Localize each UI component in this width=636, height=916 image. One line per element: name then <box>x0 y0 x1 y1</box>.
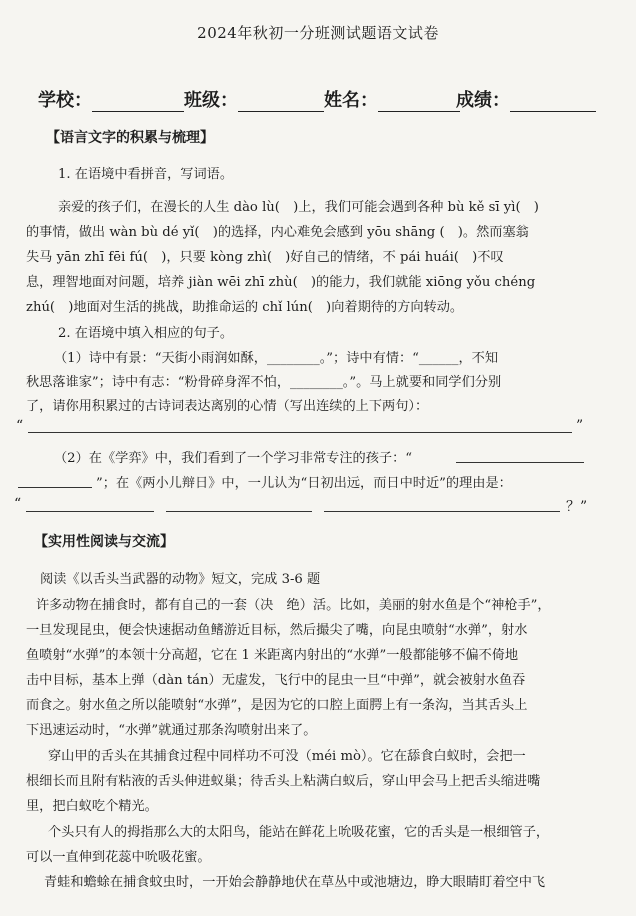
passage-line: 许多动物在捕食时，都有自己的一套（决 绝）活。比如，美丽的射水鱼是个“神枪手”， <box>36 598 551 613</box>
question-2: 2. 在语境中填入相应的句子。 <box>58 326 234 341</box>
section-heading-language: 【语言文字的积累与梳理】 <box>46 130 214 146</box>
liangxiaoer-answer-line[interactable] <box>324 511 560 512</box>
passage-line: 下迅速运动时，“水弹”就通过那条沟喷射出来了。 <box>26 723 317 738</box>
passage-line: 可以一直伸到花蕊中吮吸花蜜。 <box>26 850 211 865</box>
q2-line: 了，请你用积累过的古诗词表达离别的心情（写出连续的上下两句）： <box>26 399 429 414</box>
liangxiaoer-answer-line[interactable] <box>166 511 312 512</box>
open-quote: “ <box>16 418 24 434</box>
class-field[interactable] <box>184 86 324 112</box>
passage-line: 个头只有人的拇指那么大的太阳鸟，能站在鲜花上吮吸花蜜，它的舌头是一根细管子， <box>48 825 550 840</box>
farewell-poem-answer-line[interactable] <box>28 432 572 433</box>
name-field[interactable] <box>324 86 460 112</box>
passage-line: 一旦发现昆虫，便会快速据动鱼鳍游近目标，然后撮尖了嘴，向昆虫喷射“水弹”，射水 <box>26 623 528 638</box>
passage-line: 鱼喷射“水弹”的本领十分高超，它在 1 米距离内射出的“水弹”一般都能够不偏不倚地 <box>26 648 519 663</box>
xueyi-answer-line[interactable] <box>456 462 584 463</box>
score-label: 成绩： <box>456 90 510 111</box>
score-field[interactable] <box>456 86 596 112</box>
score-blank[interactable] <box>510 93 596 112</box>
q1-line: 失马 yān zhī fēi fú( )，只要 kòng zhì( )好自己的情绪，不 pái huái( )不叹 <box>26 250 504 265</box>
passage-line: 根细长而且附有粘液的舌头伸进蚁巢；待舌头上粘满白蚁后，穿山甲会马上把舌头缩进嘴 <box>26 774 541 789</box>
xueyi-answer-line-cont[interactable] <box>18 487 92 488</box>
close-quote: ” <box>576 418 584 434</box>
school-label: 学校： <box>38 90 92 111</box>
q2b-line: （2）在《学弈》中，我们看到了一个学习非常专注的孩子：“ <box>54 451 413 466</box>
q2-line: （1）诗中有景：“天街小雨润如酥，________。”；诗中有情：“______，不知 <box>54 351 499 366</box>
name-label: 姓名： <box>324 90 378 111</box>
open-quote: “ <box>14 496 22 512</box>
liangxiaoer-answer-line[interactable] <box>26 511 154 512</box>
class-blank[interactable] <box>238 93 324 112</box>
student-info-row <box>38 86 598 116</box>
class-label: 班级： <box>184 90 238 111</box>
passage-line: 而食之。射水鱼之所以能喷射“水弹”，是因为它的口腔上面腭上有一条沟，当其舌头上 <box>26 698 528 713</box>
q2-line: 秋思落谁家”；诗中有志：“粉骨碎身浑不怕，________。”。马上就要和同学们分别 <box>26 375 502 390</box>
school-blank[interactable] <box>92 93 184 112</box>
passage-line: 青蛙和蟾蜍在捕食蚊虫时，一开始会静静地伏在草丛中或池塘边，睁大眼睛盯着空中飞 <box>44 875 546 890</box>
question-1: 1. 在语境中看拼音，写词语。 <box>58 167 234 182</box>
q2b-line: ”；在《两小儿辩日》中，一儿认为“日初出远，而日中时近”的理由是： <box>96 476 512 491</box>
q1-line: 息，理智地面对问题，培养 jiàn wēi zhī zhù( )的能力，我们就能 xiōng yǒu chéng <box>26 275 536 290</box>
passage-line: 里，把白蚁吃个精光。 <box>26 799 158 814</box>
q1-line: zhú( )地面对生活的挑战，助推命运的 chǐ lún( )向着期待的方向转动。 <box>26 300 464 315</box>
q1-line: 亲爱的孩子们，在漫长的人生 dào lù( )上，我们可能会遇到各种 bù kě sī yì( ) <box>58 200 539 215</box>
passage-line: 击中目标，基本上弹（dàn tán）无虚发，飞行中的昆虫一旦“中弹”，就会被射水鱼吞 <box>26 673 526 688</box>
exam-title: 2024年秋初一分班测试题语文试卷 <box>197 24 439 42</box>
section-heading-reading: 【实用性阅读与交流】 <box>34 534 174 550</box>
reading-intro: 阅读《以舌头当武器的动物》短文，完成 3-6 题 <box>40 572 321 587</box>
name-blank[interactable] <box>378 93 460 112</box>
q1-line: 的事情，做出 wàn bù dé yǐ( )的选择，内心难免会感到 yōu shāng ( )。然而塞翁 <box>26 225 529 240</box>
passage-line: 穿山甲的舌头在其捕食过程中同样功不可没（méi mò）。它在舔食白蚁时，会把一 <box>48 749 526 764</box>
close-question-quote: ？” <box>566 499 588 515</box>
school-field[interactable] <box>38 86 184 112</box>
